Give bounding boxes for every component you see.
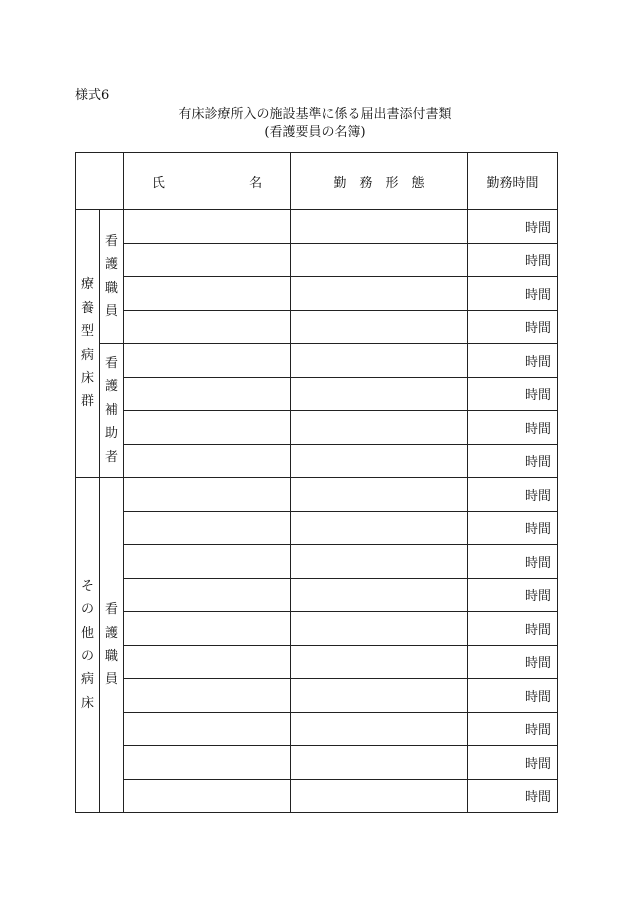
table-row xyxy=(76,679,558,713)
work-form-cell[interactable] xyxy=(291,377,468,411)
name-cell[interactable] xyxy=(124,210,291,244)
ryoyo-nurse-staff-label xyxy=(100,210,124,344)
table-row xyxy=(76,411,558,445)
name-cell[interactable] xyxy=(124,679,291,713)
work-form-cell[interactable] xyxy=(291,679,468,713)
name-cell[interactable] xyxy=(124,377,291,411)
name-cell[interactable] xyxy=(124,779,291,813)
header-name-char1: 氏 xyxy=(151,175,165,191)
header-work-hours: 勤務時間 xyxy=(468,153,558,210)
table-row xyxy=(76,545,558,579)
other-ward-label xyxy=(76,478,100,813)
work-hours-cell[interactable]: 時間 xyxy=(468,210,558,244)
work-hours-cell[interactable]: 時間 xyxy=(468,679,558,713)
ryoyo-nurse-staff-label-char: 看 xyxy=(104,233,118,249)
name-cell[interactable] xyxy=(124,344,291,378)
ryoyo-nurse-aide-label-char: 者 xyxy=(104,449,118,465)
work-form-cell[interactable] xyxy=(291,277,468,311)
work-hours-cell[interactable]: 時間 xyxy=(468,377,558,411)
work-hours-cell[interactable]: 時間 xyxy=(468,243,558,277)
ryoyo-nurse-staff-label-char: 職 xyxy=(104,280,118,296)
name-cell[interactable] xyxy=(124,310,291,344)
other-nurse-staff-label xyxy=(100,478,124,813)
name-cell[interactable] xyxy=(124,411,291,445)
work-form-cell[interactable] xyxy=(291,545,468,579)
other-nurse-staff-label-char: 職 xyxy=(104,649,118,664)
other-ward-label-char: の xyxy=(80,602,94,618)
ryoyo-nurse-staff-label-char: 員 xyxy=(104,303,118,319)
work-form-cell[interactable] xyxy=(291,511,468,545)
table-row xyxy=(76,578,558,612)
name-cell[interactable] xyxy=(124,645,291,679)
work-hours-cell[interactable]: 時間 xyxy=(468,612,558,646)
other-nurse-staff-label-char: 護 xyxy=(104,625,118,641)
work-hours-cell[interactable]: 時間 xyxy=(468,578,558,612)
ryoyo-ward-label-char: 養 xyxy=(80,300,94,316)
table-row xyxy=(76,645,558,679)
table-row xyxy=(76,310,558,344)
other-ward-label-char: そ xyxy=(80,578,94,594)
work-hours-cell[interactable]: 時間 xyxy=(468,545,558,579)
work-hours-cell[interactable]: 時間 xyxy=(468,444,558,478)
work-hours-cell[interactable]: 時間 xyxy=(468,779,558,813)
work-form-cell[interactable] xyxy=(291,645,468,679)
other-ward-label-char: 他 xyxy=(80,625,94,641)
ryoyo-ward-label-char: 病 xyxy=(80,347,94,363)
work-form-cell[interactable] xyxy=(291,411,468,445)
header-name xyxy=(124,153,291,210)
table-row xyxy=(76,746,558,780)
work-hours-cell[interactable]: 時間 xyxy=(468,746,558,780)
form-number: 様式6 xyxy=(75,88,110,103)
name-cell[interactable] xyxy=(124,712,291,746)
table-row xyxy=(76,210,558,244)
ryoyo-nurse-aide-label-char: 護 xyxy=(104,379,118,395)
work-form-cell[interactable] xyxy=(291,746,468,780)
other-ward-label-char: の xyxy=(80,649,94,664)
other-ward-label-char: 床 xyxy=(80,695,94,711)
table-row xyxy=(76,712,558,746)
table-row xyxy=(76,478,558,512)
work-hours-cell[interactable]: 時間 xyxy=(468,712,558,746)
work-hours-cell[interactable]: 時間 xyxy=(468,478,558,512)
other-nurse-staff-label-char: 員 xyxy=(104,672,118,688)
name-cell[interactable] xyxy=(124,511,291,545)
name-cell[interactable] xyxy=(124,444,291,478)
table-row xyxy=(76,277,558,311)
work-form-cell[interactable] xyxy=(291,779,468,813)
table-row xyxy=(76,243,558,277)
work-form-cell[interactable] xyxy=(291,712,468,746)
name-cell[interactable] xyxy=(124,545,291,579)
work-hours-cell[interactable]: 時間 xyxy=(468,277,558,311)
name-cell[interactable] xyxy=(124,746,291,780)
work-form-cell[interactable] xyxy=(291,344,468,378)
work-form-cell[interactable] xyxy=(291,444,468,478)
header-blank-cell xyxy=(76,153,124,210)
table-row xyxy=(76,511,558,545)
document-title: 有床診療所入の施設基準に係る届出書添付書類 xyxy=(178,107,452,122)
name-cell[interactable] xyxy=(124,612,291,646)
work-form-cell[interactable] xyxy=(291,578,468,612)
table-row xyxy=(76,344,558,378)
ryoyo-ward-label-char: 群 xyxy=(80,394,94,410)
work-hours-cell[interactable]: 時間 xyxy=(468,511,558,545)
name-cell[interactable] xyxy=(124,243,291,277)
work-form-cell[interactable] xyxy=(291,243,468,277)
work-hours-cell[interactable]: 時間 xyxy=(468,411,558,445)
ryoyo-nurse-aide-label-char: 助 xyxy=(104,426,118,442)
ryoyo-nurse-aide-label-char: 補 xyxy=(104,402,118,418)
table-row xyxy=(76,612,558,646)
ryoyo-ward-label-char: 床 xyxy=(80,370,94,386)
ryoyo-nurse-aide-label xyxy=(100,344,124,478)
ryoyo-ward-label-char: 型 xyxy=(80,324,94,340)
work-form-cell[interactable] xyxy=(291,210,468,244)
header-name-char2: 名 xyxy=(249,175,263,191)
name-cell[interactable] xyxy=(124,578,291,612)
work-form-cell[interactable] xyxy=(291,612,468,646)
work-hours-cell[interactable]: 時間 xyxy=(468,645,558,679)
nurse-roster-table xyxy=(75,152,558,813)
table-row xyxy=(76,444,558,478)
ryoyo-nurse-staff-label-char: 護 xyxy=(104,257,118,273)
work-form-cell[interactable] xyxy=(291,310,468,344)
name-cell[interactable] xyxy=(124,478,291,512)
other-ward-label-char: 病 xyxy=(80,672,94,688)
document-subtitle: (看護要員の名簿) xyxy=(264,125,366,140)
name-cell[interactable] xyxy=(124,277,291,311)
header-work-form: 勤 務 形 態 xyxy=(291,153,468,210)
work-hours-cell[interactable]: 時間 xyxy=(468,310,558,344)
ryoyo-ward-label-char: 療 xyxy=(80,277,94,293)
work-form-cell[interactable] xyxy=(291,478,468,512)
ryoyo-nurse-aide-label-char: 看 xyxy=(104,356,118,372)
ryoyo-ward-label xyxy=(76,210,100,478)
header-row xyxy=(76,153,558,210)
table-row xyxy=(76,779,558,813)
work-hours-cell[interactable]: 時間 xyxy=(468,344,558,378)
other-nurse-staff-label-char: 看 xyxy=(104,602,118,618)
table-row xyxy=(76,377,558,411)
